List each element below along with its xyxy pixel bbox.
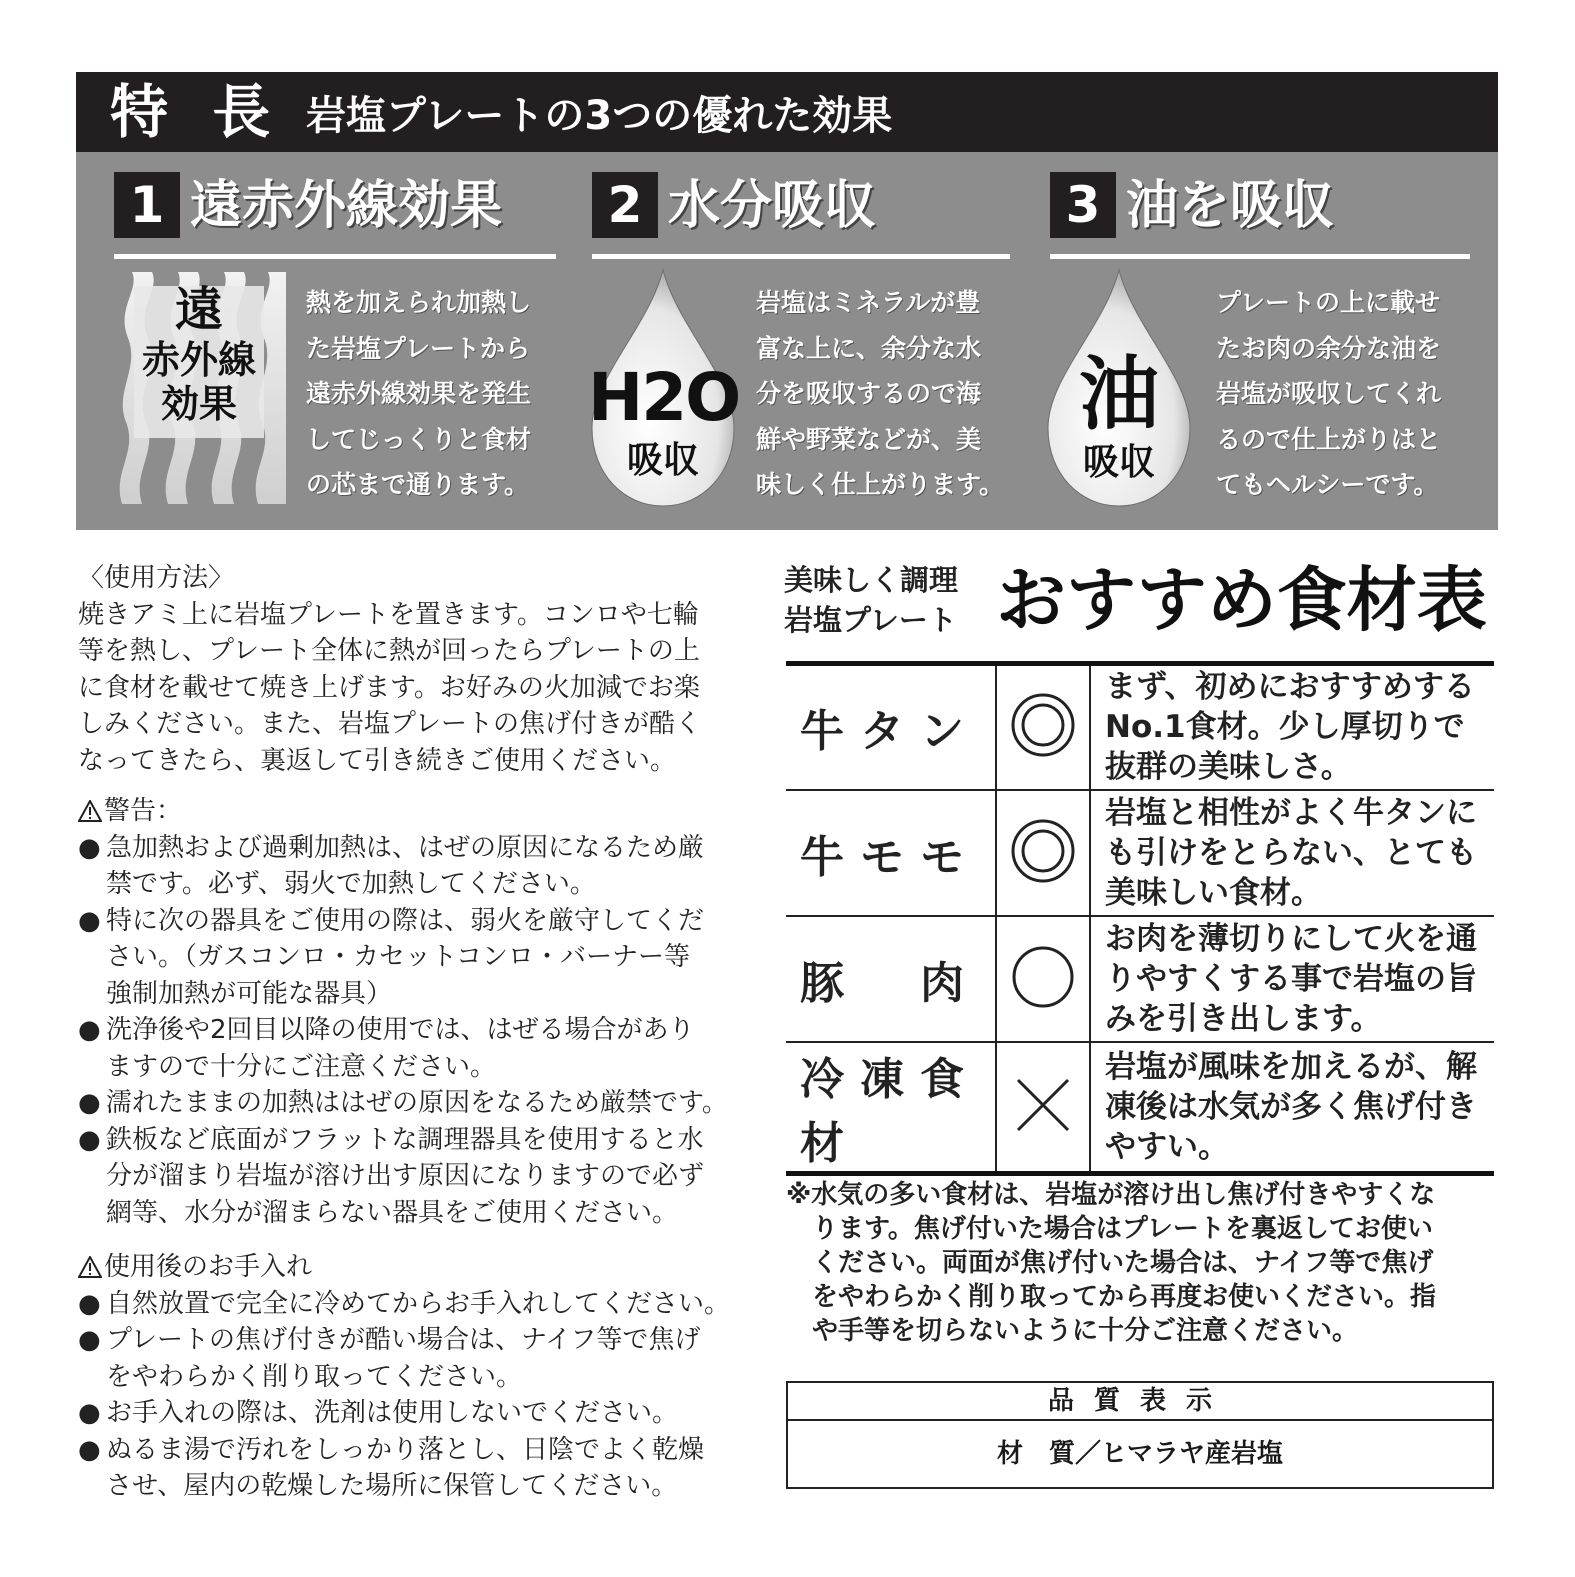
absorb-label: 吸収 bbox=[1082, 442, 1155, 483]
icon-label-sub: 効果 bbox=[160, 382, 237, 426]
warning-icon bbox=[78, 800, 102, 822]
table-row bbox=[786, 664, 1494, 790]
feature-panel bbox=[76, 72, 1498, 530]
cross-icon bbox=[996, 1042, 1090, 1174]
food-name: 冷凍食材 bbox=[786, 1042, 996, 1174]
effect-number: 3 bbox=[1050, 172, 1116, 238]
warning-icon bbox=[78, 1256, 102, 1278]
food-name: 牛タン bbox=[786, 664, 996, 790]
feature-title: 特 長 bbox=[110, 78, 283, 146]
circle-icon bbox=[996, 916, 1090, 1042]
effect-title: 遠赤外線効果 bbox=[190, 176, 503, 236]
effect-description: プレートの上に載せ たお肉の余分な油を 岩塩が吸収してくれ るので仕上がりはと てもヘルシーです。 bbox=[1216, 288, 1442, 499]
food-note: まず、初めにおすすめする No.1食材。少し厚切りで 抜群の美味しさ。 bbox=[1090, 664, 1494, 790]
table-row bbox=[786, 1042, 1494, 1174]
recommend-title: おすすめ食材表 bbox=[996, 559, 1487, 641]
effect-number: 2 bbox=[592, 172, 658, 238]
effect-divider bbox=[114, 254, 556, 259]
effect-description: 熱を加えられ加熱し た岩塩プレートから 遠赤外線効果を発生 してじっくりと食材 の芯まで通ります。 bbox=[306, 288, 532, 499]
food-name: 豚 肉 bbox=[786, 916, 996, 1042]
warning-item: ● 鉄板など底面がフラットな調理器具を使用すると水 分が溜まり岩塩が溶け出す原因になりますので必ず 網等、水分が溜まらない器具をご使用ください。 bbox=[78, 1124, 705, 1228]
care-item: ● プレートの焦げ付きが酷い場合は、ナイフ等で焦げ をやわらかく削り取ってください。 bbox=[78, 1325, 701, 1392]
food-name: 牛モモ bbox=[786, 790, 996, 916]
quality-material: 材 質／ヒマラヤ産岩塩 bbox=[996, 1439, 1283, 1469]
effect-divider bbox=[1050, 254, 1470, 259]
absorb-label: 吸収 bbox=[626, 440, 699, 481]
care-item: ● 自然放置で完全に冷めてからお手入れしてください。 bbox=[78, 1288, 731, 1319]
effect-divider bbox=[592, 254, 1010, 259]
care-heading: 使用後のお手入れ bbox=[78, 1249, 763, 1286]
quality-heading: 品質表示 bbox=[788, 1383, 1492, 1421]
effect-description: 岩塩はミネラルが豊 富な上に、余分な水 分を吸収するので海 鮮や野菜などが、美 味しく仕上がります。 bbox=[756, 288, 1005, 499]
usage-section bbox=[78, 560, 763, 1505]
quality-label-box bbox=[786, 1381, 1494, 1489]
effect-title: 油を吸収 bbox=[1126, 176, 1335, 236]
footnote: ※水気の多い食材は、岩塩が溶け出し焦げ付きやすくな ります。焦げ付いた場合はプレートを裏返してお使い ください。両面が焦げ付いた場合は、ナイフ等で焦げ をやわらかく削り取ってから再度お使いください。指 や手等を切らないように十分ご注意ください。 bbox=[786, 1180, 1437, 1346]
table-row bbox=[786, 916, 1494, 1042]
usage-heading: 〈使用方法〉 bbox=[78, 563, 235, 593]
feature-subtitle: 岩塩プレートの3つの優れた効果 bbox=[306, 93, 893, 139]
usage-text: 焼きアミ上に岩塩プレートを置きます。コンロや七輪 等を熱し、プレート全体に熱が回ったらプレートの上 に食材を載せて焼き上げます。お好みの火加減でお楽 しみください。また、岩塩プレートの焦げ付きが酷く なってきたら、裏返して引き続きご使用ください。 bbox=[78, 599, 701, 776]
effect-number: 1 bbox=[114, 172, 180, 238]
recommend-subtitle: 美味しく調理 岩塩プレート bbox=[784, 563, 959, 637]
icon-label-main: 遠 bbox=[174, 282, 223, 338]
care-item: ● ぬるま湯で汚れをしっかり落とし、日陰でよく乾燥 させ、屋内の乾燥した場所に保管してください。 bbox=[78, 1434, 705, 1501]
warning-item: ● 洗浄後や2回目以降の使用では、はぜる場合があり ますので十分にご注意ください。 bbox=[78, 1015, 695, 1082]
double-circle-icon bbox=[996, 664, 1090, 790]
effect-title: 水分吸収 bbox=[668, 176, 877, 236]
icon-label-sub: 赤外線 bbox=[141, 338, 256, 382]
double-circle-icon bbox=[996, 790, 1090, 916]
warning-item: ● 急加熱および過剰加熱は、はぜの原因になるため厳 禁です。必ず、弱火で加熱してください。 bbox=[78, 832, 705, 899]
warning-item: ● 特に次の器具をご使用の際は、弱火を厳守してくだ さい。（ガスコンロ・カセットコンロ・バーナー等 強制加熱が可能な器具） bbox=[78, 905, 705, 1009]
feature-header bbox=[76, 72, 1498, 152]
care-item: ● お手入れの際は、洗剤は使用しないでください。 bbox=[78, 1398, 679, 1428]
food-table bbox=[786, 661, 1494, 1176]
food-note: 岩塩と相性がよく牛タンに も引けをとらない、とても 美味しい食材。 bbox=[1090, 790, 1494, 916]
table-row bbox=[786, 790, 1494, 916]
food-note: 岩塩が風味を加えるが、解 凍後は水気が多く焦げ付き やすい。 bbox=[1090, 1042, 1494, 1174]
warning-heading: 警告： bbox=[78, 793, 763, 830]
oil-label: 油 bbox=[1079, 348, 1159, 441]
h2o-label: H2O bbox=[588, 359, 740, 436]
food-note: お肉を薄切りにして火を通 りやすくする事で岩塩の旨 みを引き出します。 bbox=[1090, 916, 1494, 1042]
warning-item: ● 濡れたままの加熱ははぜの原因をなるため厳禁です。 bbox=[78, 1088, 728, 1118]
